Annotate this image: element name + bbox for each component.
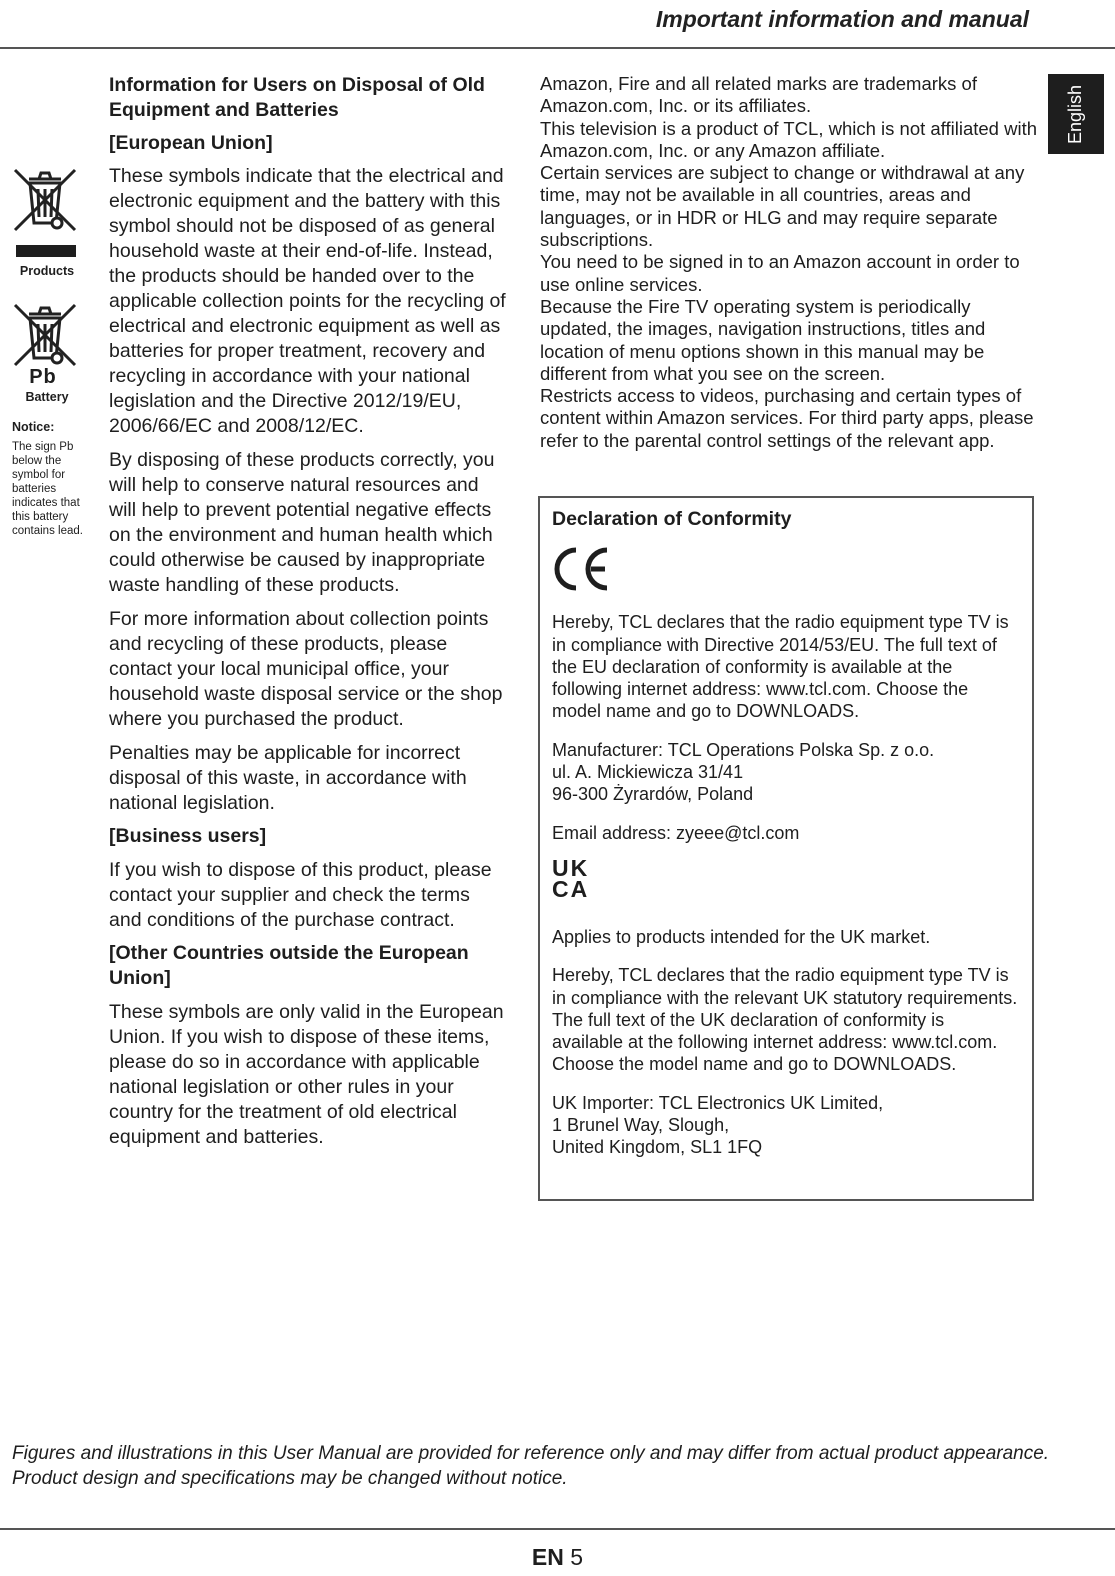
solid-bar [16,245,76,257]
amazon-paragraph: This television is a product of TCL, which is not affiliated with Amazon.com, Inc. or any Amazon affiliate. [540,117,1037,161]
disposal-title: Information for Users on Disposal of Old Equipment and Batteries [109,74,485,121]
importer-line: United Kingdom, SL1 1FQ [552,1137,763,1158]
products-label: Products [19,264,75,278]
footer-disclaimer: Figures and illustrations in this User Manual are provided for reference only and may differ from actual product appearance. Product design and specifications may be changed without notice. [12,1443,1050,1489]
manufacturer-line: 96-300 Żyrardów, Poland [552,784,754,805]
eu-declaration-text: Hereby, TCL declares that the radio equipment type TV is in compliance with Directive 2014/53/EU. The full text of the EU declaration of conformity is available at the following internet address: www.tcl.com. Choose the model name and go to DOWNLOADS. [552,612,1009,722]
amazon-paragraph: Because the Fire TV operating system is periodically updated, the images, navigation instructions, titles and location of menu options shown in this manual may be different from what you see on the screen. [540,295,986,384]
notice-text: The sign Pb below the symbol for batteries indicates that this battery contains lead. [12,441,83,537]
eu-paragraph: For more information about collection points and recycling of these products, please contact your local municipal office, your household waste disposal service or the shop where you purchased the product. [109,608,503,730]
ukca-mark-line: UK [552,854,590,881]
amazon-paragraph: You need to be signed in to an Amazon account in order to use online services. [540,251,1020,295]
disposal-information-column [109,73,507,1150]
battery-label: Battery [25,390,69,404]
ce-mark-icon [552,546,612,592]
pb-label: Pb [29,366,57,388]
business-paragraph: If you wish to dispose of this product, please contact your supplier and check the terms and conditions of the purchase contract. [109,859,492,931]
eu-paragraph: By disposing of these products correctly, you will help to conserve natural resources and will help to prevent potential negative effects on the environment and human health which could otherwise be caused by inappropriate waste handling of these products. [109,449,495,596]
language-tab [1048,74,1104,154]
page-number-value: 5 [570,1544,584,1570]
language-tab-label: English [1065,84,1086,144]
importer-line: 1 Brunel Way, Slough, [552,1115,730,1136]
eu-heading: [European Union] [109,132,273,154]
importer-line: UK Importer: TCL Electronics UK Limited, [552,1092,884,1113]
header-divider [0,47,1115,49]
amazon-notice-column [540,73,1045,452]
notice-title: Notice: [12,420,55,434]
eu-paragraph: These symbols indicate that the electrical and electronic equipment and the battery with this symbol should not be disposed of as general household waste at their end-of-life. Instead, the products should be handed over to the applicable collection points for the recycling of electrical and electronic equipment as well as batteries for proper treatment, recovery and recycling in accordance with your national legislation and the Directive 2012/19/EU, 2006/66/EC and 2008/12/EC. [109,165,506,437]
ukca-mark [552,854,1020,902]
amazon-paragraph: Amazon, Fire and all related marks are trademarks of Amazon.com, Inc. or its affiliates. [540,73,977,117]
crossed-bin-icon [12,165,78,235]
declaration-of-conformity-box [538,496,1034,1201]
uk-declaration-text: Hereby, TCL declares that the radio equipment type TV is in compliance with the relevant UK statutory requirements. The full text of the UK declaration of conformity is available at the following internet address: www.tcl.com. Choose the model name and go to DOWNLOADS. [552,965,1018,1075]
manufacturer-line: Manufacturer: TCL Operations Polska Sp. z o.o. [552,739,935,760]
disposal-symbols-sidebar [12,165,94,538]
crossed-bin-icon [12,300,78,370]
other-countries-heading: [Other Countries outside the European Union] [109,942,469,989]
page-header-title: Important information and manual [655,6,1029,32]
amazon-paragraph: Certain services are subject to change or withdrawal at any time, may not be available in all countries, areas and languages, or in HDR or HLG and may require separate subscriptions. [540,162,1025,251]
manufacturer-line: ul. A. Mickiewicza 31/41 [552,762,744,783]
uk-applies-text: Applies to products intended for the UK market. [552,926,931,947]
footer-divider [0,1528,1115,1530]
page-prefix: EN [531,1544,564,1570]
amazon-paragraph: Restricts access to videos, purchasing and certain types of content within Amazon services. For third party apps, please refer to the parental control settings of the relevant app. [540,385,1034,451]
ukca-mark-line: CA [552,875,590,902]
other-countries-paragraph: These symbols are only valid in the European Union. If you wish to dispose of these items, please do so in accordance with applicable national legislation or other rules in your country for the treatment of old electrical equipment and batteries. [109,1001,504,1148]
manufacturer-email: Email address: zyeee@tcl.com [552,822,800,843]
eu-paragraph: Penalties may be applicable for incorrect disposal of this waste, in accordance with national legislation. [109,742,467,814]
business-heading: [Business users] [109,825,267,847]
declaration-title: Declaration of Conformity [552,508,792,530]
page-number [0,1544,1115,1571]
